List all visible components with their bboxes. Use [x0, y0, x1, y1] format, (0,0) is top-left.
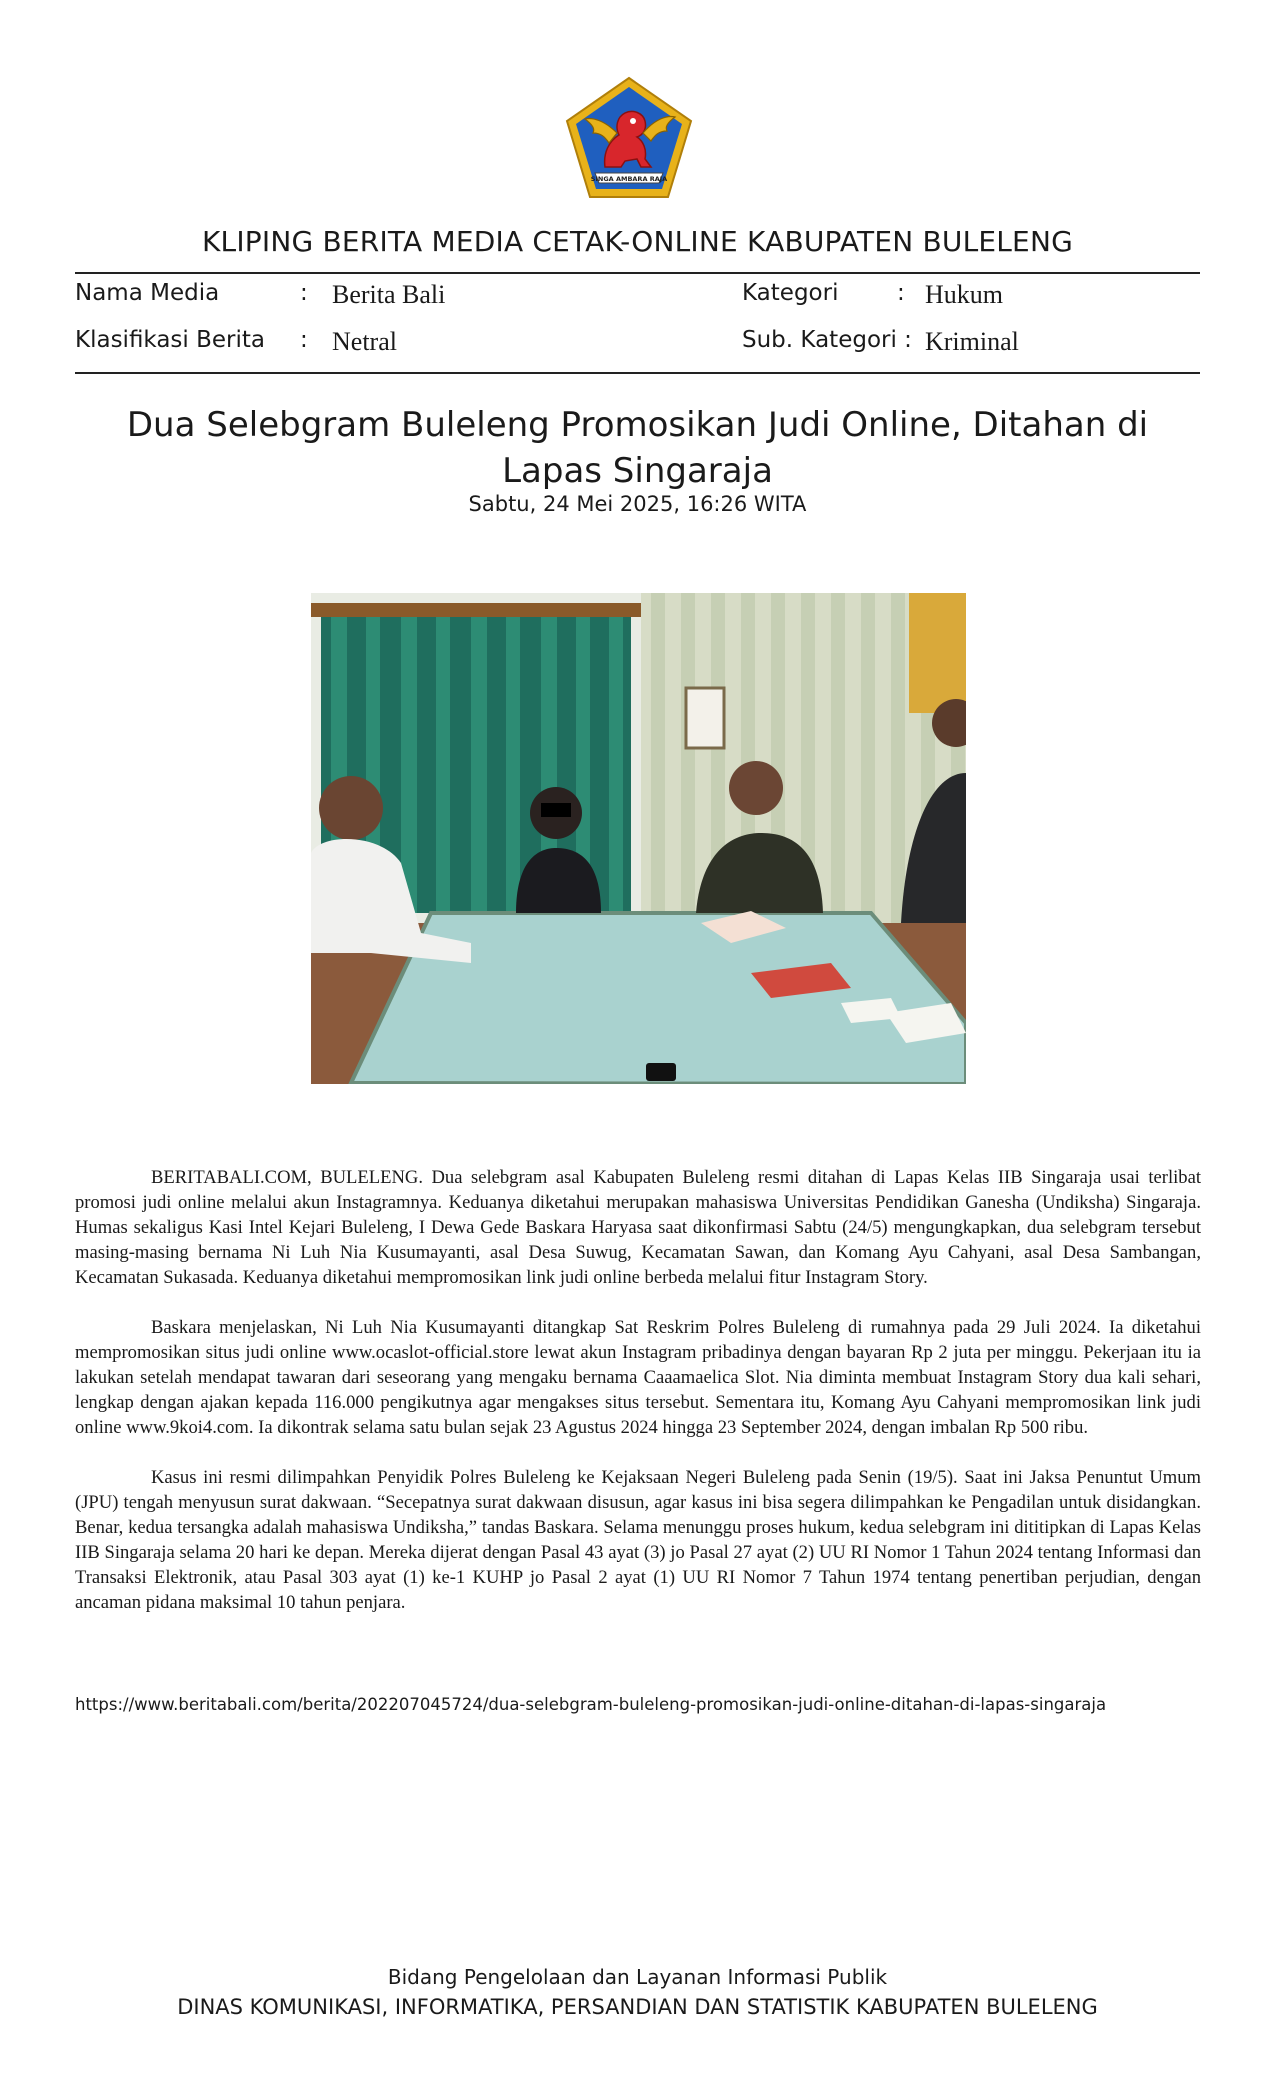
media-name-colon: : — [300, 280, 308, 306]
category-label: Kategori — [742, 280, 839, 306]
subcategory-value: Kriminal — [925, 327, 1019, 356]
footer-agency: DINAS KOMUNIKASI, INFORMATIKA, PERSANDIAN DAN STATISTIK KABUPATEN BULELENG — [177, 1995, 1098, 2019]
footer-department: Bidang Pengelolaan dan Layanan Informasi Publik — [387, 1965, 888, 1989]
buleleng-regency-emblem — [563, 75, 695, 201]
clipping-header-title: KLIPING BERITA MEDIA CETAK-ONLINE KABUPATEN BULELENG — [201, 225, 1073, 258]
subcategory-label: Sub. Kategori : — [742, 327, 912, 353]
header-divider-bottom — [75, 372, 1200, 374]
article-body — [75, 1165, 1201, 1640]
article-source-url[interactable]: https://www.beritabali.com/berita/202207045724/dua-selebgram-buleleng-promosikan-judi-online-ditahan-di-lapas-singaraja — [75, 1695, 1107, 1714]
article-paragraph-1: BERITABALI.COM, BULELENG. Dua selebgram asal Kabupaten Buleleng resmi ditahan di Lapas Kelas IIB Singaraja usai terlibat promosi judi online melalui akun Instagramnya. Keduanya diketahui merupakan mahasiswa Universitas Pendidikan Ganesha (Undiksha) Singaraja. Humas sekaligus Kasi Intel Kejari Buleleng, I Dewa Gede Baskara Haryasa saat dikonfirmasi Sabtu (24/5) mengungkapkan, dua selebgram tersebut masing-masing bernama Ni Luh Nia Kusumayanti, asal Desa Suwug, Kecamatan Sawan, dan Komang Ayu Cahyani, asal Desa Sambangan, Kecamatan Sukasada. Keduanya diketahui mempromosikan link judi online berbeda melalui fitur Instagram Story. — [75, 1167, 1201, 1288]
category-value: Hukum — [925, 280, 1003, 309]
article-paragraph-2: Baskara menjelaskan, Ni Luh Nia Kusumayanti ditangkap Sat Reskrim Polres Buleleng di rumahnya pada 29 Juli 2024. Ia diketahui mempromosikan situs judi online www.ocaslot-official.store lewat akun Instagram pribadinya dengan bayaran Rp 2 juta per minggu. Pekerjaan itu ia lakukan setelah mendapat tawaran dari seseorang yang mengaku bernama Caaamaelica Slot. Nia diminta membuat Instagram Story dua kali sehari, lengkap dengan ajakan kepada 116.000 pengikutnya agar mengakses situs tersebut. Sementara itu, Komang Ayu Cahyani mempromosikan link judi online www.9koi4.com. Ia dikontrak selama satu bulan sejak 23 Agustus 2024 hingga 23 September 2024, dengan imbalan Rp 500 ribu. — [75, 1317, 1201, 1438]
article-headline: Dua Selebgram Buleleng Promosikan Judi Online, Ditahan di Lapas Singaraja — [126, 405, 1149, 491]
article-dateline: Sabtu, 24 Mei 2025, 16:26 WITA — [468, 492, 807, 516]
news-photo — [311, 593, 966, 1084]
news-classification-value: Netral — [332, 327, 397, 356]
news-classification-colon: : — [300, 327, 308, 353]
logo-motto: SINGA AMBARA RAJA — [590, 175, 668, 183]
news-classification-label: Klasifikasi Berita — [75, 327, 266, 353]
media-name-value: Berita Bali — [332, 280, 446, 309]
article-paragraph-3: Kasus ini resmi dilimpahkan Penyidik Polres Buleleng ke Kejaksaan Negeri Buleleng pada Senin (19/5). Saat ini Jaksa Penuntut Umum (JPU) tengah menyusun surat dakwaan. “Secepatnya surat dakwaan disusun, agar kasus ini bisa segera dilimpahkan ke Pengadilan untuk disidangkan. Benar, kedua tersangka adalah mahasiswa Undiksha,” tandas Baskara. Selama menunggu proses hukum, kedua selebgram ini dititipkan di Lapas Kelas IIB Singaraja selama 20 hari ke depan. Mereka dijerat dengan Pasal 43 ayat (3) jo Pasal 27 ayat (2) UU RI Nomor 1 Tahun 2024 tentang Informasi dan Transaksi Elektronik, atau Pasal 303 ayat (1) ke-1 KUHP jo Pasal 2 ayat (1) UU RI Nomor 7 Tahun 1974 tentang penertiban perjudian, dengan ancaman pidana maksimal 10 tahun penjara. — [75, 1467, 1201, 1613]
header-divider-top — [75, 272, 1200, 274]
category-colon: : — [897, 280, 905, 306]
media-name-label: Nama Media — [75, 280, 220, 306]
